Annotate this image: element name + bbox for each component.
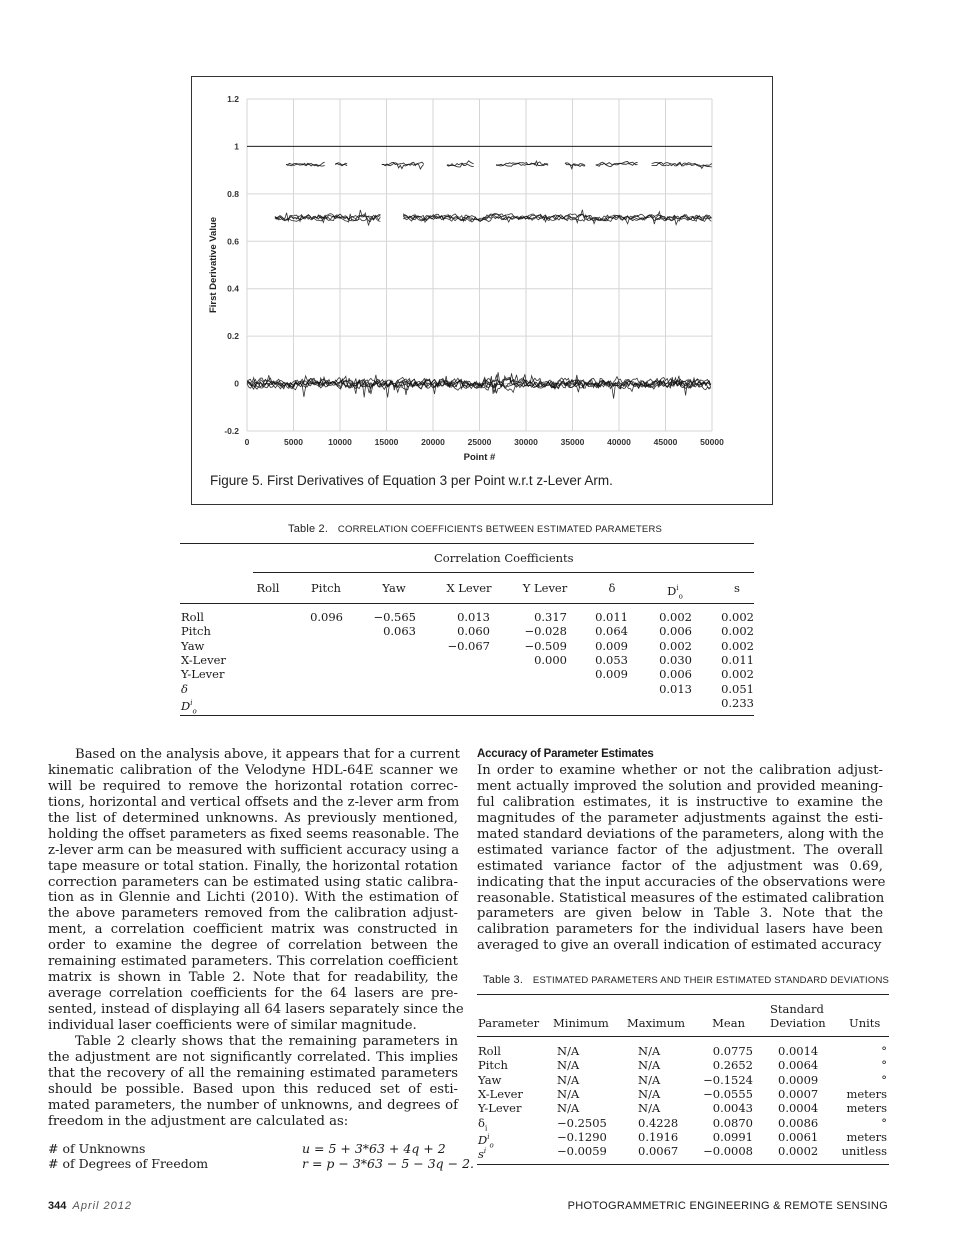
text-line: tion as in Glennie and Lichti (2010). With the estimation of bbox=[48, 890, 458, 906]
table2-row-label bbox=[181, 682, 188, 696]
table3-cell: meters bbox=[846, 1086, 887, 1101]
table3-cell: N/A bbox=[557, 1044, 580, 1058]
table2-cell: 0.011 bbox=[595, 610, 628, 624]
col-label: δ bbox=[608, 581, 616, 595]
table3-row-label: $D^i_o$ bbox=[478, 1132, 494, 1149]
table2-cell: 0.013 bbox=[659, 681, 692, 696]
table3-cell: N/A bbox=[557, 1101, 580, 1116]
table2-cell: 0.096 bbox=[310, 610, 343, 624]
table2-cell: 0.006 bbox=[659, 624, 692, 639]
table3-col-header: Minimum bbox=[553, 1016, 609, 1030]
text-line: remaining estimated parameters. This correlation coefficient bbox=[48, 954, 458, 970]
section-heading: Accuracy of Parameter Estimates bbox=[477, 748, 654, 760]
text-line: reasonable. Statistical measures of the estimated calibration bbox=[477, 890, 885, 906]
text-line: Based on the analysis above, it appears that for a current bbox=[75, 747, 460, 762]
table2-col-header: $D^i_o$ bbox=[667, 583, 683, 601]
text-line: ful calibration estimates, it is instructive to examine the bbox=[477, 794, 883, 810]
table3-col-header: Units bbox=[849, 1016, 881, 1030]
table3-header-rule bbox=[477, 1036, 889, 1037]
table3-cell: 0.0067 bbox=[638, 1144, 679, 1159]
y-tick-label: 0.4 bbox=[227, 283, 239, 294]
table2-cell: 0.006 bbox=[659, 667, 692, 682]
table3-row-label bbox=[478, 1087, 523, 1101]
table2-row-label: $D^i_o$ bbox=[181, 698, 197, 715]
table3-col-header: Standard bbox=[770, 1002, 824, 1016]
table3-title: ESTIMATED PARAMETERS AND THEIR ESTIMATED STANDARD DEVIATIONS bbox=[532, 975, 890, 986]
y-tick-label: 0.2 bbox=[227, 331, 239, 342]
dof-equation: r = p − 3*63 − 5 − 3q − 2. bbox=[302, 1156, 475, 1171]
table3-top-rule bbox=[477, 994, 889, 995]
dof-label: # of Degrees of Freedom bbox=[48, 1156, 209, 1171]
row-label: Roll bbox=[478, 1044, 501, 1058]
y-tick-label: -0.2 bbox=[224, 426, 239, 436]
table2-cell: 0.064 bbox=[595, 624, 628, 639]
y-tick-label: 1 bbox=[234, 141, 239, 152]
issue-date: April 2012 bbox=[72, 1200, 133, 1212]
table2-cell: 0.009 bbox=[595, 638, 628, 653]
table3-cell: 0.2652 bbox=[712, 1058, 753, 1073]
text-line: average correlation coefficients for the 64 lasers are pre- bbox=[48, 986, 458, 1002]
table3-col-header: Maximum bbox=[627, 1016, 686, 1030]
text-line: the adjustment are not significantly correlated. This implies bbox=[48, 1049, 458, 1065]
text-line: mated standard deviations of the parameters, along with the bbox=[477, 826, 884, 842]
table3-cell: 0.1916 bbox=[638, 1129, 679, 1144]
table3-cell: N/A bbox=[638, 1058, 661, 1073]
text-line: averaged to give an overall indication of estimated accuracy bbox=[477, 938, 882, 954]
table2-row-label bbox=[181, 667, 224, 681]
col-label: s bbox=[734, 581, 740, 595]
table3-cell: meters bbox=[846, 1129, 887, 1144]
text-line: the above parameters removed from the calibration adjust- bbox=[48, 906, 458, 922]
text-line: matrix is shown in Table 2. Note that for readability, the bbox=[48, 970, 458, 986]
text-line: estimated variance factor of the adjustment was 0.69, bbox=[477, 858, 883, 874]
table3-cell: 0.0007 bbox=[778, 1086, 819, 1101]
row-label: Y-Lever bbox=[478, 1101, 522, 1116]
table3-row-label bbox=[478, 1073, 501, 1087]
table3-row-label: $\delta_i$ bbox=[478, 1115, 488, 1132]
table3-cell: 0.0086 bbox=[778, 1115, 819, 1130]
table3-cell: unitless bbox=[841, 1144, 887, 1159]
col-label: Roll bbox=[256, 581, 280, 595]
row-label: Roll bbox=[181, 610, 204, 624]
unknowns-equation: u = 5 + 3*63 + 4q + 2 bbox=[302, 1141, 446, 1156]
x-tick-label: 35000 bbox=[560, 437, 585, 447]
table3-cell: 0.0014 bbox=[778, 1044, 819, 1058]
x-tick-label: 30000 bbox=[514, 437, 538, 447]
text-line: will be required to remove the horizontal rotation correc- bbox=[48, 778, 458, 794]
table2-header-rule bbox=[180, 603, 754, 604]
table3-col-header: Parameter bbox=[478, 1016, 540, 1030]
table2-col-header bbox=[697, 581, 777, 595]
table3-cell: ° bbox=[881, 1072, 887, 1087]
table2-cell: −0.028 bbox=[524, 624, 567, 639]
y-tick-label: 1.2 bbox=[227, 94, 239, 104]
table2-col-header bbox=[429, 581, 509, 595]
page-number: 344 bbox=[48, 1200, 67, 1212]
table3-cell: ° bbox=[881, 1044, 887, 1058]
table3-cell: 0.0004 bbox=[778, 1101, 819, 1116]
row-label: Y-Lever bbox=[181, 667, 225, 682]
table2-title: CORRELATION COEFFICIENTS BETWEEN ESTIMATED PARAMETERS bbox=[337, 524, 663, 535]
table2-cell: 0.013 bbox=[457, 610, 490, 624]
text-line: ment, a correlation coefficient matrix was constructed in bbox=[48, 922, 458, 938]
text-line: ment actually improved the solution and provided meaning- bbox=[477, 778, 883, 794]
table2-cell: 0.053 bbox=[595, 652, 628, 667]
table3-caption bbox=[483, 974, 889, 986]
table3-cell: N/A bbox=[557, 1058, 580, 1073]
table3-cell: 0.4228 bbox=[638, 1115, 679, 1130]
row-label: X-Lever bbox=[478, 1086, 523, 1101]
table2-top-rule bbox=[180, 543, 754, 544]
table3-row-label bbox=[478, 1044, 501, 1058]
text-line: that the recovery of all the remaining estimated parameters bbox=[48, 1065, 458, 1081]
table2-cell: 0.011 bbox=[721, 652, 754, 667]
row-label: Pitch bbox=[478, 1058, 508, 1073]
col-label: Yaw bbox=[382, 581, 406, 595]
table3-cell: N/A bbox=[557, 1072, 580, 1087]
text-line: calibration parameters for the individual lasers have been bbox=[477, 922, 883, 938]
row-label: δ bbox=[478, 1115, 485, 1130]
page-footer-left bbox=[48, 1200, 132, 1212]
table2-col-header bbox=[354, 581, 434, 595]
table3-cell: ° bbox=[881, 1115, 887, 1130]
table3-cell: 0.0061 bbox=[778, 1129, 819, 1144]
table3-cell: meters bbox=[846, 1101, 887, 1116]
figure-caption: Figure 5. First Derivatives of Equation 3 per Point w.r.t z-Lever Arm. bbox=[210, 473, 613, 488]
table2-bottom-rule bbox=[180, 715, 754, 716]
table3-cell: −0.0008 bbox=[703, 1144, 753, 1159]
row-label: Yaw bbox=[181, 638, 205, 653]
x-tick-label: 10000 bbox=[328, 437, 352, 447]
text-line: tape measure or total station. Finally, the horizontal rotation bbox=[48, 858, 458, 874]
row-label: D bbox=[181, 698, 191, 713]
table2-group-header: Correlation Coefficients bbox=[434, 551, 574, 565]
table2-cell: 0.002 bbox=[721, 624, 754, 639]
x-tick-label: 45000 bbox=[653, 437, 678, 447]
row-label: D bbox=[478, 1132, 488, 1147]
table3-col-header: Deviation bbox=[770, 1016, 826, 1030]
table3-cell: 0.0870 bbox=[712, 1115, 753, 1130]
left-paragraph-2 bbox=[48, 1034, 458, 1130]
table2-cell: 0.063 bbox=[383, 624, 416, 639]
table3-cell: N/A bbox=[638, 1101, 661, 1116]
row-label: Pitch bbox=[181, 624, 211, 639]
left-paragraph-1 bbox=[48, 747, 464, 1034]
x-tick-label: 40000 bbox=[607, 437, 631, 447]
row-label: X-Lever bbox=[181, 652, 226, 667]
x-tick-label: 5000 bbox=[284, 437, 303, 447]
table3-cell: 0.0043 bbox=[712, 1101, 753, 1116]
table3-row-label: $s^i$ bbox=[478, 1146, 487, 1161]
table3-cell: 0.0064 bbox=[778, 1058, 819, 1073]
row-label: Yaw bbox=[478, 1072, 502, 1087]
table3-row-label bbox=[478, 1101, 521, 1115]
text-line: correction parameters can be estimated using static calibra- bbox=[48, 874, 458, 890]
table3-cell: 0.0009 bbox=[778, 1072, 819, 1087]
table2-cell: 0.060 bbox=[457, 624, 490, 639]
text-line: tions, horizontal and vertical offsets and the z-lever arm from bbox=[48, 794, 460, 810]
table2-cell: 0.002 bbox=[659, 638, 692, 653]
right-paragraph bbox=[477, 763, 886, 954]
table2-row-label bbox=[181, 624, 211, 638]
table2-row-label bbox=[181, 639, 204, 653]
text-line: freedom in the adjustment are calculated as: bbox=[48, 1113, 349, 1129]
x-tick-label: 15000 bbox=[374, 437, 399, 447]
table3-cell: −0.2505 bbox=[557, 1115, 607, 1130]
table3-cell: N/A bbox=[638, 1044, 661, 1058]
table3-label: Table 3. bbox=[483, 974, 524, 986]
table2-cell: 0.002 bbox=[721, 610, 754, 624]
text-line: kinematic calibration of the Velodyne HDL-64E scanner we bbox=[48, 762, 458, 778]
table2-cell: −0.565 bbox=[373, 610, 416, 624]
table2-cell: −0.067 bbox=[447, 638, 490, 653]
series-band-0.92 bbox=[447, 161, 474, 166]
text-line: z-lever arm can be measured with sufficient accuracy using a bbox=[48, 842, 460, 858]
text-line: estimated variance factor of the adjustment. The overall bbox=[477, 842, 883, 858]
table3-cell: N/A bbox=[557, 1086, 580, 1101]
text-line: holding the offset parameters as fixed seems reasonable. The bbox=[48, 826, 460, 842]
table3-cell: 0.0991 bbox=[712, 1129, 753, 1144]
table3-cell: −0.0555 bbox=[703, 1086, 753, 1101]
col-label: Y Lever bbox=[522, 581, 568, 595]
text-line: parameters are given below in Table 3. Note that the bbox=[477, 906, 883, 922]
x-tick-label: 0 bbox=[244, 437, 250, 447]
text-line: the list of determined unknowns. As previously mentioned, bbox=[48, 810, 458, 826]
text-line: magnitudes of the parameter adjustments against the esti- bbox=[477, 810, 883, 826]
table2-cell: 0.002 bbox=[721, 667, 754, 682]
table2-row-label bbox=[181, 610, 204, 624]
table3-cell: N/A bbox=[638, 1086, 661, 1101]
table3-cell: 0.0002 bbox=[778, 1144, 819, 1159]
x-tick-label: 50000 bbox=[700, 437, 724, 447]
table3-cell: −0.1524 bbox=[703, 1072, 753, 1087]
x-tick-label: 25000 bbox=[467, 437, 492, 447]
text-line: should be possible. Based upon this reduced set of esti- bbox=[48, 1081, 458, 1097]
table3-row-label bbox=[478, 1058, 508, 1072]
table2-label: Table 2. bbox=[288, 523, 329, 535]
table3-cell: ° bbox=[881, 1058, 887, 1073]
col-label: X Lever bbox=[446, 581, 492, 595]
y-tick-label: 0.6 bbox=[227, 236, 239, 247]
table2-cell: 0.000 bbox=[534, 652, 567, 667]
table2-row-label bbox=[181, 653, 226, 667]
table2-caption bbox=[288, 523, 662, 535]
row-label: δ bbox=[181, 681, 188, 696]
unknowns-label: # of Unknowns bbox=[48, 1141, 146, 1156]
col-label: D bbox=[667, 583, 677, 598]
y-tick-label: 0.8 bbox=[227, 188, 239, 199]
row-label: s bbox=[478, 1146, 484, 1161]
table2-cell: 0.002 bbox=[721, 638, 754, 653]
text-line: individual laser coefficients were of similar magnitude. bbox=[48, 1017, 417, 1033]
table2-cell: 0.009 bbox=[595, 667, 628, 682]
table2-cell: 0.030 bbox=[659, 652, 692, 667]
table3-col-header: Mean bbox=[712, 1016, 745, 1030]
y-axis-title: First Derivative Value bbox=[208, 216, 219, 314]
table3-cell: N/A bbox=[638, 1072, 661, 1087]
table3-cell: 0.0775 bbox=[712, 1044, 753, 1058]
text-line: mated parameters, the number of unknowns, and degrees of bbox=[48, 1097, 458, 1113]
text-line: order to examine the degree of correlation between the bbox=[48, 938, 458, 954]
journal-name: PHOTOGRAMMETRIC ENGINEERING & REMOTE SENSING bbox=[567, 1200, 888, 1212]
col-label: Pitch bbox=[311, 581, 341, 595]
x-axis-title: Point # bbox=[463, 452, 496, 463]
table3-cell: −0.1290 bbox=[557, 1129, 607, 1144]
table3-bottom-rule bbox=[477, 1164, 889, 1165]
table2-cell: 0.051 bbox=[721, 681, 754, 696]
table2-cell: 0.233 bbox=[721, 695, 754, 710]
table3-cell: −0.0059 bbox=[557, 1144, 607, 1159]
x-tick-label: 20000 bbox=[421, 437, 445, 447]
table2-group-rule bbox=[253, 572, 754, 573]
text-line: In order to examine whether or not the calibration adjust- bbox=[477, 763, 883, 778]
table2-cell: 0.002 bbox=[659, 610, 692, 624]
text-line: Table 2 clearly shows that the remaining parameters in bbox=[75, 1034, 458, 1049]
text-line: indicating that the input accuracies of the observations were bbox=[477, 874, 886, 890]
table2-cell: −0.509 bbox=[524, 638, 567, 653]
text-line: sented, instead of displaying all 64 lasers separately since the bbox=[48, 1002, 464, 1017]
figure-5-chart bbox=[192, 77, 772, 472]
y-tick-label: 0 bbox=[234, 378, 239, 389]
table2-cell: 0.317 bbox=[534, 610, 567, 624]
